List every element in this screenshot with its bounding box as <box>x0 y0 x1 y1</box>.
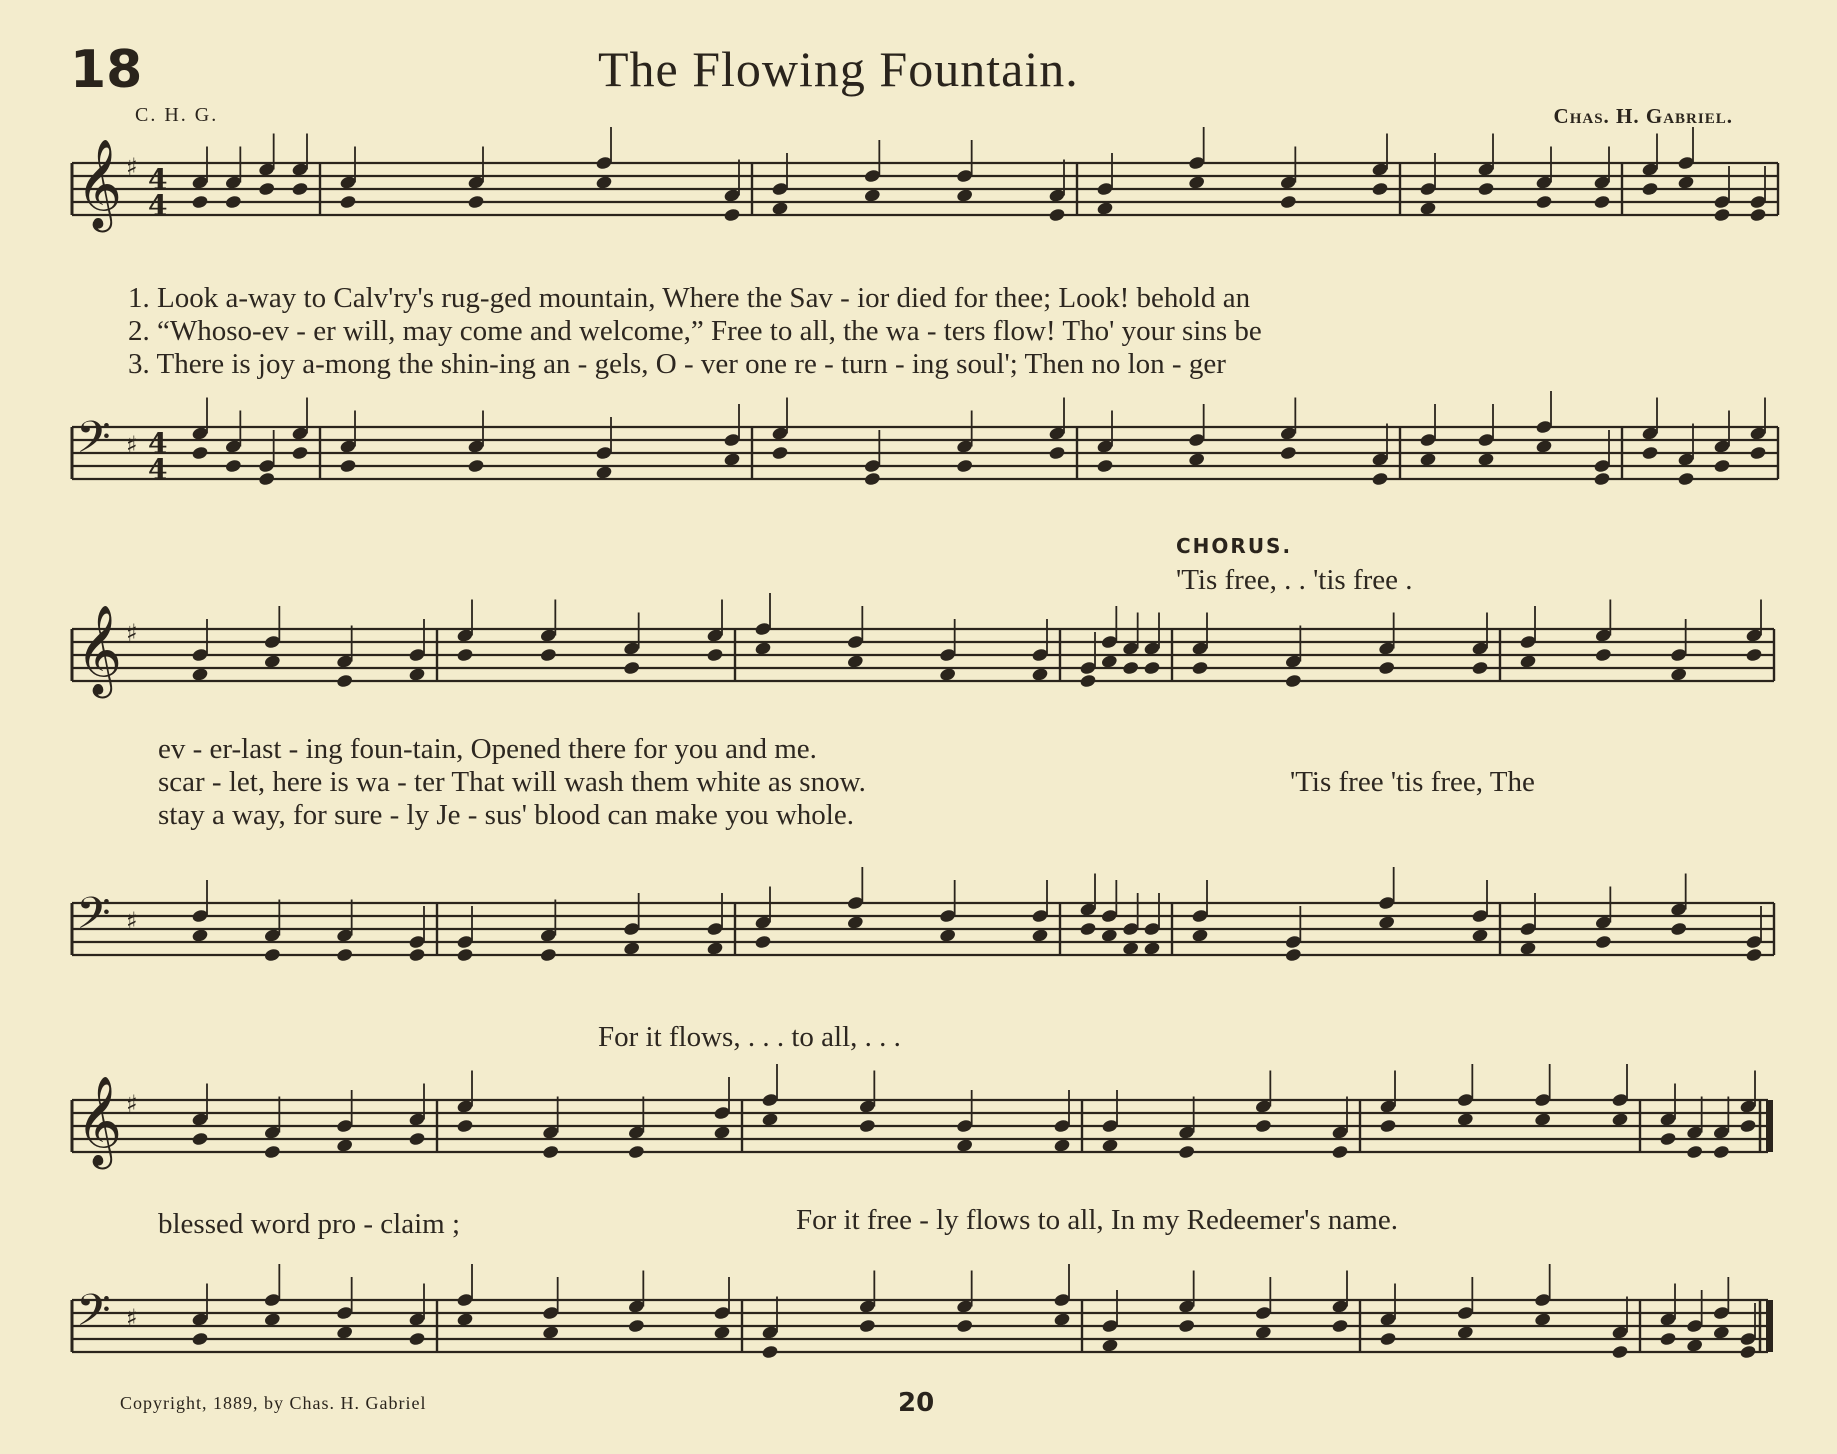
note-head <box>467 194 485 209</box>
note-head <box>191 194 209 209</box>
note-head <box>191 1331 209 1346</box>
note-head <box>956 1318 974 1333</box>
note-head <box>291 181 309 196</box>
note-head <box>1048 445 1066 460</box>
chorus-lower-text: 'Tis free 'tis free, The <box>1290 766 1535 798</box>
treble-clef-icon: 𝄞 <box>76 1076 123 1166</box>
note-head <box>408 947 426 962</box>
note-head <box>1379 1331 1397 1346</box>
note-head <box>1713 458 1731 473</box>
verse-1-line-1: 1. Look a-way to Calv'ry's rug-ged mountain, Where the Sav - ior died for thee; Look! behold an <box>128 282 1251 314</box>
note-head <box>1079 921 1097 936</box>
note-head <box>1670 921 1688 936</box>
note-head <box>1739 1118 1757 1133</box>
note-head <box>1749 445 1767 460</box>
note-head <box>1712 1144 1730 1159</box>
note-head <box>456 947 474 962</box>
time-signature-numerator: 4 <box>148 163 168 196</box>
note-head <box>1143 660 1161 675</box>
chorus-echo-text: For it flows, . . . to all, . . . <box>598 1021 901 1053</box>
note-head <box>1471 660 1489 675</box>
note-head <box>1096 458 1114 473</box>
chorus-text-right: For it free - ly flows to all, In my Redeemer's name. <box>796 1204 1398 1236</box>
final-bar-thick <box>1766 1300 1773 1352</box>
note-head <box>1677 471 1695 486</box>
note-head <box>1079 673 1097 688</box>
note-head <box>623 660 641 675</box>
note-head <box>408 1331 426 1346</box>
note-head <box>1279 445 1297 460</box>
note-head <box>1191 660 1209 675</box>
note-head <box>858 1118 876 1133</box>
note-head <box>1745 647 1763 662</box>
note-head <box>258 181 276 196</box>
note-head <box>467 458 485 473</box>
note-head <box>263 947 281 962</box>
treble-clef-icon: 𝄞 <box>76 139 123 229</box>
note-head <box>542 1144 560 1159</box>
music-credit: Chas. H. Gabriel. <box>1553 104 1733 128</box>
bass-clef-icon: 𝄢 <box>76 411 111 474</box>
sharp-icon: ♯ <box>126 1304 138 1332</box>
note-head <box>1594 934 1612 949</box>
page-title: The Flowing Fountain. <box>598 41 1079 97</box>
note-head <box>956 458 974 473</box>
note-head <box>539 947 557 962</box>
note-head <box>336 673 354 688</box>
note-head <box>191 1131 209 1146</box>
note-head <box>1641 445 1659 460</box>
note-head <box>1178 1318 1196 1333</box>
note-head <box>1378 660 1396 675</box>
verse-3-line-2: stay a way, for sure - ly Je - sus' blood can make you whole. <box>158 799 854 831</box>
verse-1-line-2: ev - er-last - ing foun-tain, Opened there for you and me. <box>158 733 817 765</box>
note-head <box>858 1318 876 1333</box>
chorus-upper-text: 'Tis free, . . 'tis free . <box>1176 564 1413 596</box>
time-signature-numerator: 4 <box>148 427 168 460</box>
note-head <box>456 647 474 662</box>
note-head <box>1371 181 1389 196</box>
note-head <box>339 458 357 473</box>
note-head <box>1641 181 1659 196</box>
note-head <box>1178 1144 1196 1159</box>
words-credit: C. H. G. <box>135 104 219 126</box>
note-head <box>627 1144 645 1159</box>
note-head <box>456 1118 474 1133</box>
note-head <box>263 1144 281 1159</box>
note-head <box>1477 181 1495 196</box>
time-signature-denominator: 4 <box>148 189 168 222</box>
note-head <box>291 445 309 460</box>
copyright-notice: Copyright, 1889, by Chas. H. Gabriel <box>120 1393 427 1413</box>
note-head <box>1745 947 1763 962</box>
note-head <box>1749 207 1767 222</box>
note-head <box>706 647 724 662</box>
note-head <box>224 194 242 209</box>
note-head <box>1535 194 1553 209</box>
sharp-icon: ♯ <box>126 907 138 935</box>
note-head <box>258 471 276 486</box>
note-head <box>761 1344 779 1359</box>
note-head <box>754 934 772 949</box>
verse-3-line-1: 3. There is joy a-mong the shin-ing an - gels, O - ver one re - turn - ing soul'; Then no lon - ger <box>128 348 1226 380</box>
note-head <box>1284 947 1302 962</box>
note-head <box>627 1318 645 1333</box>
note-head <box>1284 673 1302 688</box>
note-head <box>339 194 357 209</box>
note-head <box>1611 1344 1629 1359</box>
note-head <box>1279 194 1297 209</box>
final-bar-thick <box>1766 1100 1773 1152</box>
time-signature-denominator: 4 <box>148 453 168 486</box>
note-head <box>1739 1344 1757 1359</box>
note-head <box>224 458 242 473</box>
chorus-text-left: blessed word pro - claim ; <box>158 1208 461 1240</box>
note-head <box>408 1131 426 1146</box>
hymn-number: 18 <box>70 40 143 100</box>
note-head <box>336 947 354 962</box>
sharp-icon: ♯ <box>126 431 138 459</box>
note-head <box>1379 1118 1397 1133</box>
note-head <box>191 445 209 460</box>
sharp-icon: ♯ <box>126 153 138 181</box>
note-head <box>1659 1131 1677 1146</box>
note-head <box>1686 1144 1704 1159</box>
treble-clef-icon: 𝄞 <box>76 605 123 695</box>
sharp-icon: ♯ <box>126 619 138 647</box>
note-head <box>1713 207 1731 222</box>
note-head <box>723 207 741 222</box>
page-number: 20 <box>898 1388 935 1418</box>
note-head <box>771 445 789 460</box>
note-head <box>1254 1118 1272 1133</box>
note-head <box>1331 1144 1349 1159</box>
note-head <box>1593 471 1611 486</box>
note-head <box>1371 471 1389 486</box>
note-head <box>539 647 557 662</box>
chorus-heading: CHORUS. <box>1176 534 1293 558</box>
bass-clef-icon: 𝄢 <box>76 887 111 950</box>
verse-2-line-1: 2. “Whoso-ev - er will, may come and welcome,” Free to all, the wa - ters flow! Tho' your sins be <box>128 315 1262 347</box>
sharp-icon: ♯ <box>126 1090 138 1118</box>
note-head <box>1594 647 1612 662</box>
verse-2-line-2: scar - let, here is wa - ter That will wash them white as snow. <box>158 766 866 798</box>
note-head <box>1048 207 1066 222</box>
note-head <box>1659 1331 1677 1346</box>
note-head <box>1593 194 1611 209</box>
bass-clef-icon: 𝄢 <box>76 1284 111 1347</box>
note-head <box>863 471 881 486</box>
note-head <box>1331 1318 1349 1333</box>
note-head <box>1122 660 1140 675</box>
